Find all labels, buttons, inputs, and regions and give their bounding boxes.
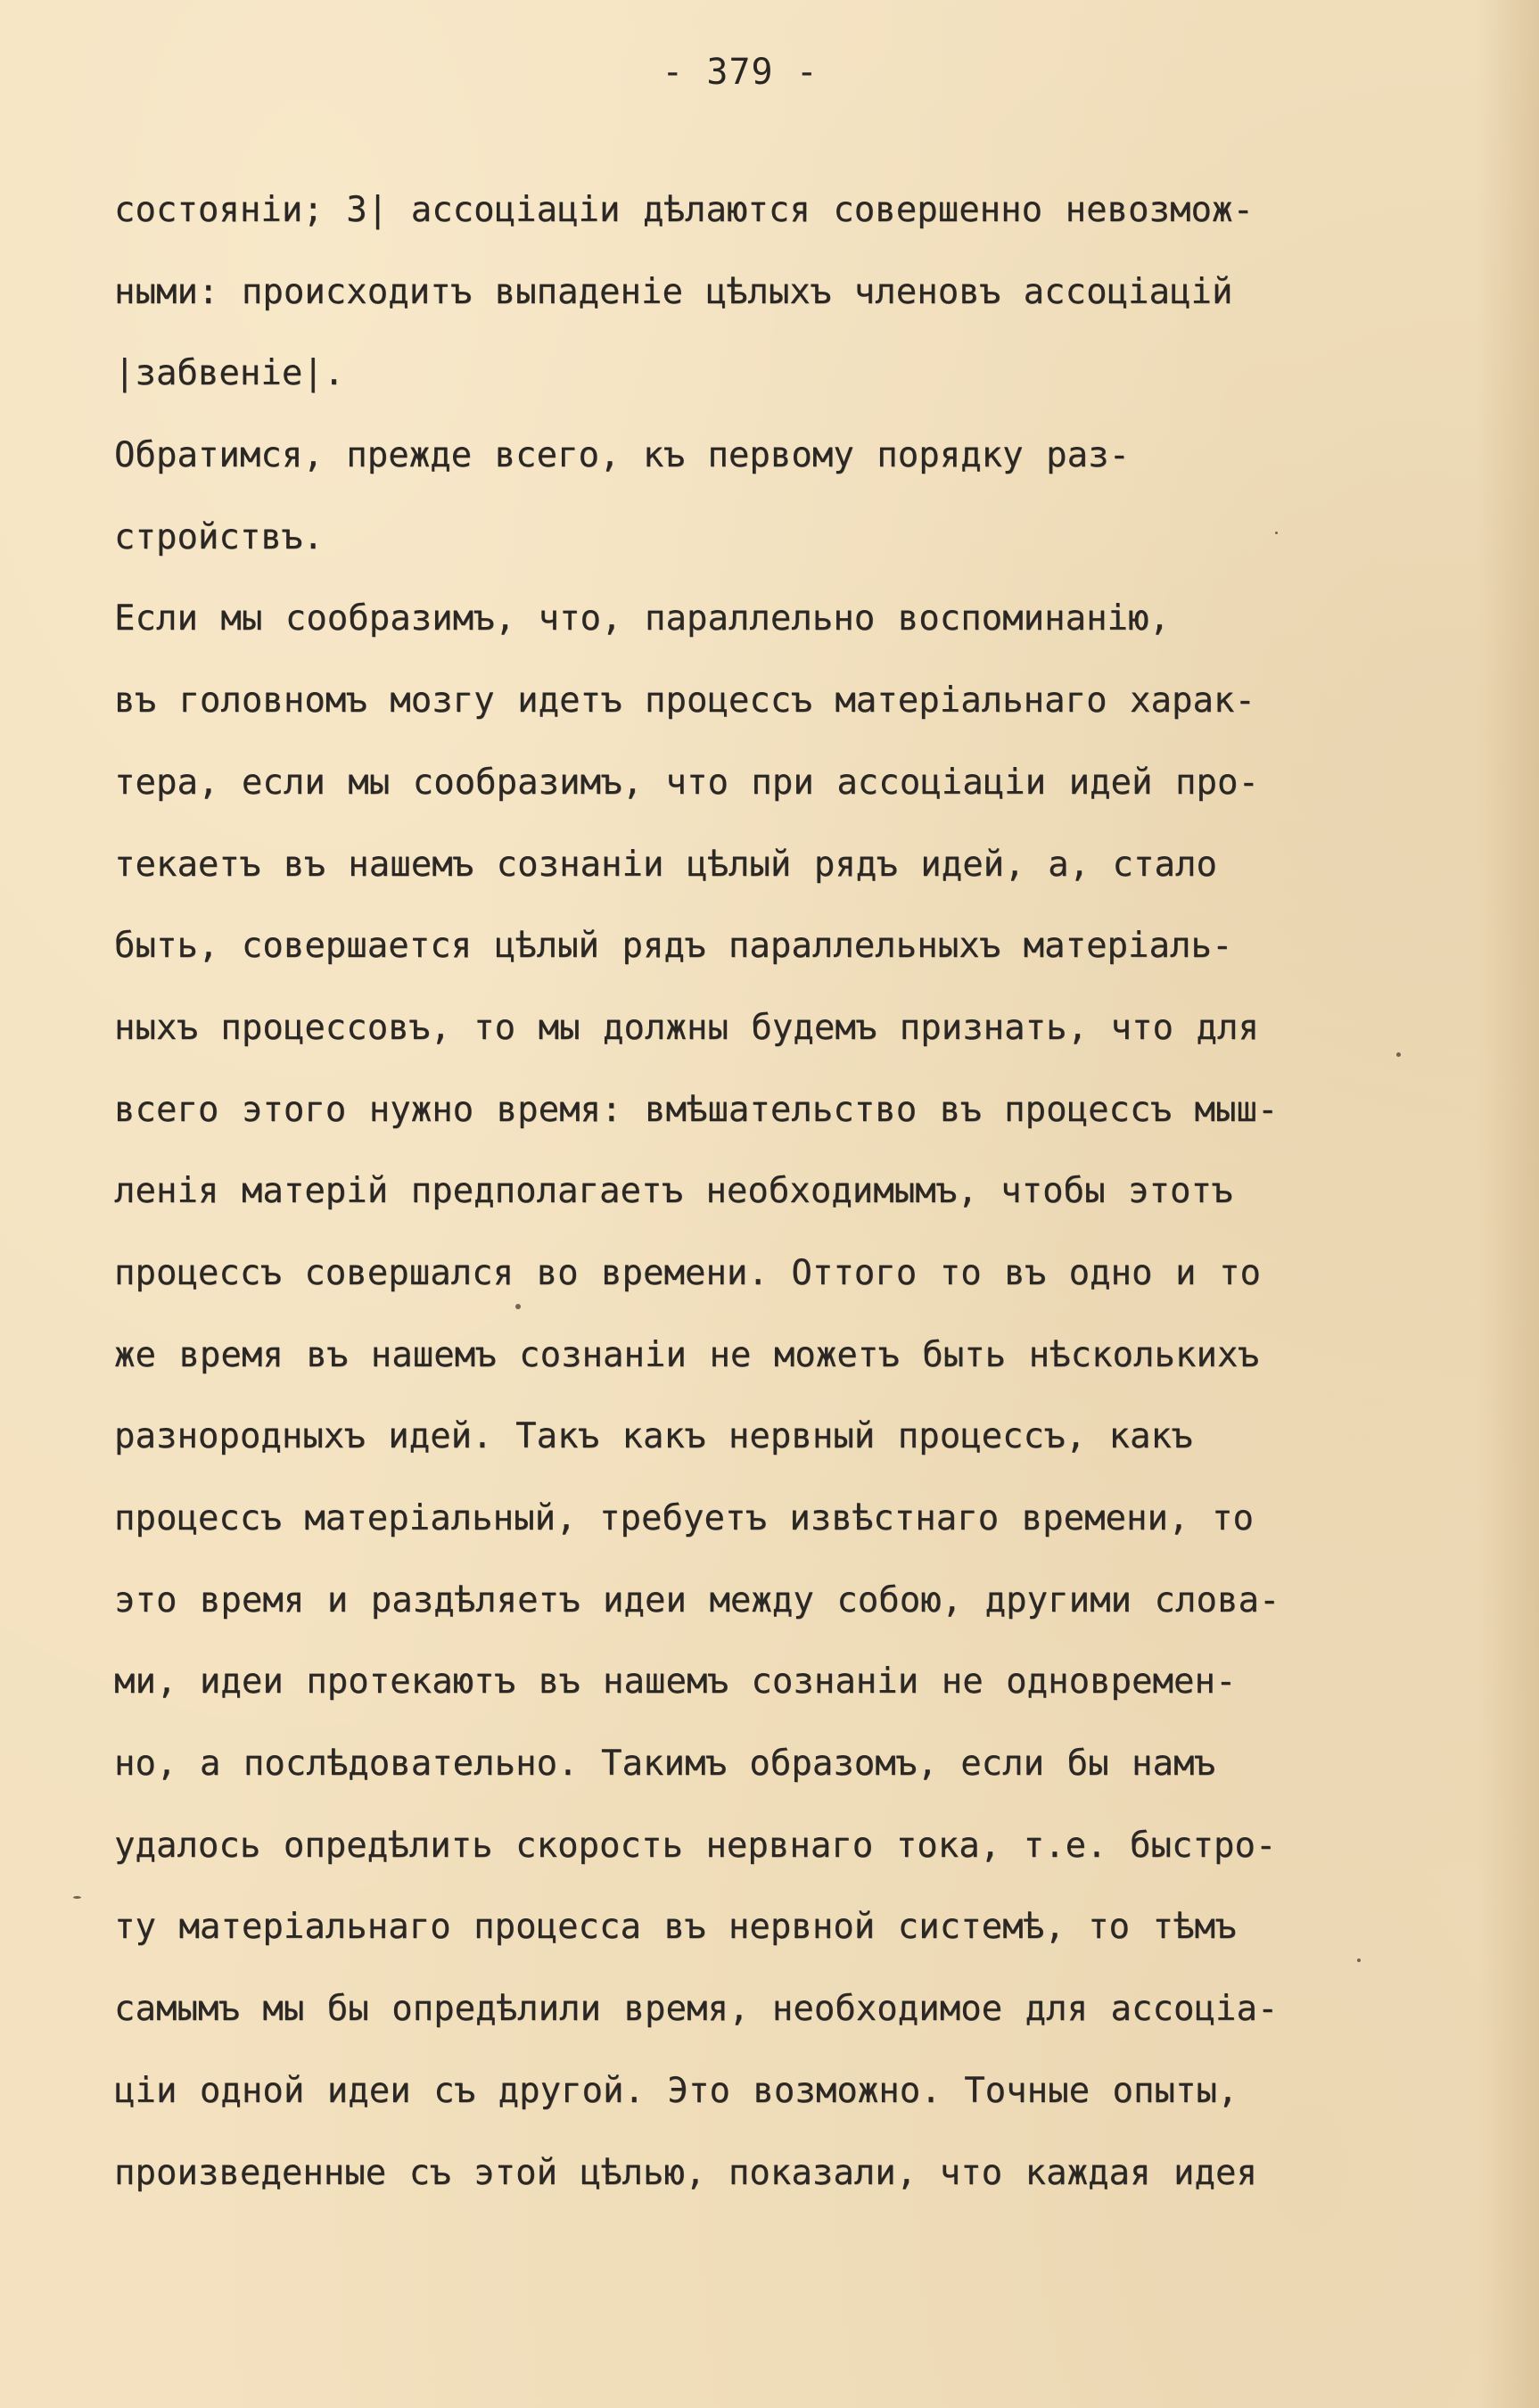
text-line: всего этого нужно время: вмѣшательство въ процессъ мыш- (114, 1089, 1279, 1130)
text-line: ленiя матерiй предполагаетъ необходимымъ, чтобы этотъ (114, 1171, 1233, 1212)
text-line: ми, идеи протекаютъ въ нашемъ сознанiи не одновремен- (114, 1662, 1237, 1703)
text-line: цiи одной идеи съ другой. Это возможно. Точные опыты, (114, 2070, 1239, 2111)
page-number: - 379 - (662, 52, 819, 93)
text-line: въ головномъ мозгу идетъ процессъ матерiальнаго харак- (114, 680, 1255, 722)
text-line: Обратимся, прежде всего, къ первому порядку раз- (114, 435, 1131, 476)
text-line: тера, если мы сообразимъ, что при ассоцiацiи идей про- (114, 762, 1259, 803)
text-line: же время въ нашемъ сознанiи не можетъ быть нѣсколькихъ (114, 1334, 1259, 1375)
text-line: ными: происходитъ выпаденiе цѣлыхъ членовъ ассоцiацiй (114, 271, 1233, 312)
paper-speck (73, 1896, 81, 1899)
text-line: ту матерiальнаго процесса въ нервной системѣ, то тѣмъ (114, 1907, 1237, 1948)
paper-speck (515, 1304, 521, 1309)
text-line: самымъ мы бы опредѣлили время, необходимое для ассоцiа- (114, 1989, 1279, 2030)
text-line: текаетъ въ нашемъ сознанiи цѣлый рядъ идей, а, стало (114, 844, 1217, 885)
text-line: удалось опредѣлить скорость нервнаго тока, т.е. быстро- (114, 1825, 1277, 1866)
text-line: но, а послѣдовательно. Такимъ образомъ, если бы намъ (114, 1744, 1215, 1785)
paper-speck (1357, 1959, 1361, 1962)
text-line: ныхъ процессовъ, то мы должны будемъ признать, что для (114, 1007, 1259, 1048)
page-edge-shadow (1477, 0, 1539, 2408)
text-line: Если мы сообразимъ, что, параллельно воспоминанiю, (114, 598, 1170, 639)
text-body (114, 169, 1469, 2214)
text-line: быть, совершается цѣлый рядъ параллельныхъ матерiаль- (114, 926, 1233, 967)
text-line: процессъ матерiальный, требуетъ извѣстнаго времени, то (114, 1498, 1254, 1538)
text-line: произведенные съ этой цѣлью, показали, что каждая идея (114, 2152, 1257, 2193)
text-line: |забвенiе|. (114, 353, 345, 394)
paper-speck (1396, 1052, 1401, 1057)
text-line: это время и раздѣляетъ идеи между собою, другими слова- (114, 1579, 1280, 1620)
text-line: состоянiи; 3| ассоцiацiи дѣлаются совершенно невозмож- (114, 190, 1254, 230)
paper-speck (1275, 532, 1278, 534)
text-line: процессъ совершался во времени. Оттого то въ одно и то (114, 1252, 1261, 1293)
text-line: разнородныхъ идей. Такъ какъ нервный процессъ, какъ (114, 1416, 1193, 1457)
text-line: стройствъ. (114, 516, 324, 557)
